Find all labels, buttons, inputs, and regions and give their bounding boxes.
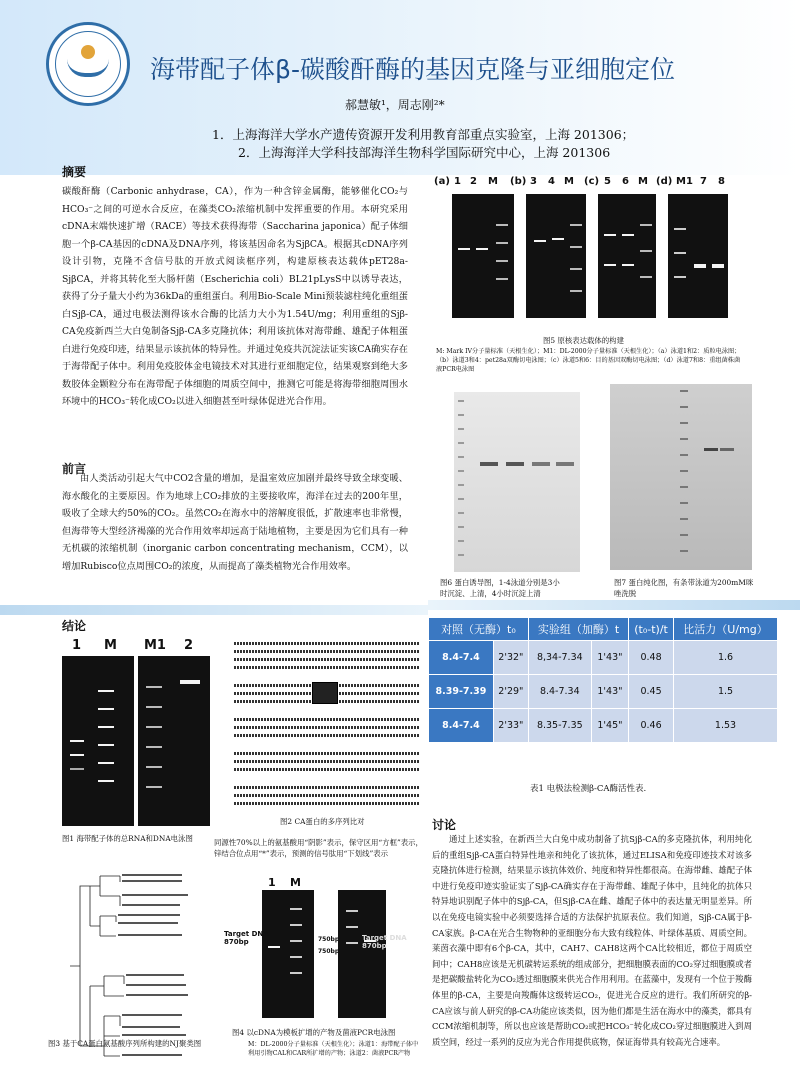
fig1-dna-gel (138, 656, 210, 826)
fig5-caption-body: M: Mark IV分子量标准（天根生化）；M1：DL-2000分子量标准（天根生化）；（a）泳道1和2：质粒电泳图；（b）泳道3和4：pet28a双酶切电泳图；（c）泳道5和6：目的基因双酶切电泳图；（d）泳道7和8：重组菌株菌液PCR电泳图 (436, 348, 741, 373)
fig4-target-right: Target DNA 870bp (362, 934, 407, 950)
table-cell: 8.35-7.35 (528, 709, 591, 743)
fig6-sds-gel (454, 392, 580, 572)
table-cell: 1.6 (674, 641, 778, 675)
fig5-lane-label: 2 (470, 176, 477, 187)
activity-table (428, 617, 778, 743)
table-header: (t₀-t)/t (629, 618, 674, 641)
fig6-caption: 图6 蛋白诱导图，1-4泳道分别是3小时沉淀、上清，4小时沉淀上清 (440, 578, 560, 598)
table-header: 比活力（U/mg） (674, 618, 778, 641)
fig4-marker-top: 750bp (318, 936, 340, 943)
fig5-caption-title: 图5 原核表达载体的构建 (543, 336, 624, 345)
fig5-lane-label: 1 (454, 176, 461, 187)
section-divider-left (0, 605, 428, 615)
fig4-lane-label: 1 (268, 876, 276, 889)
fig5-panel-d: (d) (656, 176, 673, 187)
table-cell: 0.48 (629, 641, 674, 675)
fig3-caption: 图3 基于CA蛋白氨基酸序列所构建的NJ聚类图 (48, 1039, 202, 1048)
fig5-lane-label: M (564, 176, 574, 187)
fig2-sequence-alignment (232, 636, 422, 814)
fig5-panel-b: (b) (510, 176, 527, 187)
table-cell: 8.4-7.4 (429, 641, 494, 675)
table-cell: 8.39-7.39 (429, 675, 494, 709)
fig5-lane-label: 3 (530, 176, 537, 187)
table-header: 实验组（加酶）t (528, 618, 628, 641)
table-cell: 1'43" (591, 641, 628, 675)
table-row (429, 641, 778, 675)
fig4-caption: 图4 以cDNA为模板扩增的产物及菌液PCR电泳图 (232, 1028, 396, 1037)
authors: 郝慧敏¹，周志刚²* (345, 98, 445, 112)
fig2-note: 同源性70%以上的氨基酸用“阴影”表示，保守区用“方框”表示，锌结合位点用“*”表示，预测的信号肽用“下划线”表示 (214, 838, 423, 858)
fig3-nj-tree (60, 866, 210, 1066)
fig7-purification-gel (610, 384, 752, 570)
intro-heading: 前言 (62, 462, 87, 476)
table-cell: 0.45 (629, 675, 674, 709)
table-row (429, 675, 778, 709)
fig1-lane-label: M (104, 638, 117, 653)
intro-text: 由人类活动引起大气中CO2含量的增加，是温室效应加剧并最终导致全球变暖、海水酸化的主要原因。作为地球上CO₂排放的主要接收库，海洋在过去的200年里，吸收了全球大约50%的CO₂。虽然CO₂在海水中的溶解度很低，扩散速率也非常慢，但海带等大型经济褐藻的光合作用效率却远高于陆地植物，主要是因为它们具有一种无机碳的浓缩机制（inorganic carbon concentrating mechanism，CCM），以增加Rubisco位点周围CO₂的浓度，从而提高了藻类植物光合作用效率。 (62, 473, 408, 572)
fig5-lane-label: 4 (548, 176, 555, 187)
fig5-lane-label: 5 (604, 176, 611, 187)
table-cell: 1.53 (674, 709, 778, 743)
poster-title: 海带配子体β-碳酸酐酶的基因克隆与亚细胞定位 (150, 55, 675, 84)
table-cell: 2'29" (493, 675, 528, 709)
fig1-rna-gel (62, 656, 134, 826)
table-header: 对照（无酶）t₀ (429, 618, 529, 641)
affiliation-1: 1．上海海洋大学水产遗传资源开发利用教育部重点实验室，上海 201306； (212, 127, 635, 142)
abstract-heading: 摘要 (62, 165, 87, 179)
discussion-text: 通过上述实验，在新西兰大白兔中成功制备了抗Sjβ-CA的多克隆抗体，利用纯化后的重组Sjβ-CA蛋白特异性地亲和纯化了该抗体，通过ELISA和免疫印迹技术对该多克隆抗体进行检测，结果显示该抗体效价、纯度和特异性都很高。在海带雌、雄配子体中进行免疫印迹实验证实了Sjβ-CA确实存在于海带雌、雄配子体中，且纯化的抗体只特异地识别配子体中的Sjβ-CA，但Sjβ-CA在雌、雄配子体中的表达量无明显差异。所以在免疫电镜实验中必须要选择合适的方法保护抗原表位。我们知道，Sjβ-CA属于β-CA家族。β-CA在光合生物物种的亚细胞分布大致有线粒体、叶绿体基质、周质空间。莱茵衣藻中即有6个β-CA，其中，CAH7、CAH8这两个CA比较相近，都位于周质空间中；CAH8应该是无机碳转运系统的组成部分，把细胞膜表面的CO₂穿过细胞膜或者是把碳酸盐转化为CO₂透过细胞膜来供光合作用利用。在蓝藻中，发现有一个位于羧酶体里的β-CA，主要是向羧酶体这级转运CO₂，促进光合反应的进行。我们所研究的β-CA应该与前人研究的β-CA功能应该类似，因为他们都是生活在海水中的藻类，都具有CCM浓缩机制等，所以也应该是帮助CO₂或把HCO₃⁻转化成CO₂穿过细胞膜进入到周质空间，经过一系列的反应为光合作用提供底物，保证海带具有较高光合速率。 (432, 834, 752, 1047)
table-cell: 8,34-7.34 (528, 641, 591, 675)
fig5-lane-label: M1 (676, 176, 693, 187)
discussion-heading: 讨论 (432, 818, 457, 832)
fig4-note: M：DL-2000分子量标准（天根生化）；泳道1：海带配子体中利用引物CAL和CAR所扩增的产物；泳道2：菌液PCR产物 (248, 1041, 419, 1057)
fig5-lane-label: 8 (718, 176, 725, 187)
table1-caption: 表1 电极法检测β-CA酶活性表. (530, 784, 647, 794)
fig5-gel-d (668, 194, 728, 318)
fig1-caption: 图1 海带配子体的总RNA和DNA电泳图 (62, 834, 193, 843)
abstract-text: 碳酸酐酶（Carbonic anhydrase，CA），作为一种含锌金属酶，能够催化CO₂与HCO₃⁻之间的可逆水合反应，在藻类CO₂浓缩机制中发挥重要的作用。本研究采用cDNA末端快速扩增（RACE）等技术获得海带（Saccharina japonica）配子体细胞一个β-CA基因的cDNA及DNA序列，将该基因命名为SjβCA。根据其cDNA序列设计引物，克隆不含信号肽的开放式阅读框序列，构建原核表达载体pET28a-SjβCA，并将其转化至大肠杆菌（Escherichia coli）BL21pLysS中以诱导表达，获得了分子量大小约为36kDa的重组蛋白。利用Bio-Scale Mini预装滤柱纯化重组蛋白Sjβ-CA，通过电极法测得该水合酶的比活力大小为1.54U/mg；利用重组的Sjβ-CA免疫新西兰大白兔制备Sjβ-CA多克隆抗体；利用该抗体对海带雌、雄配子体粗蛋白进行免疫印迹，结果显示该抗体的特异性。并通过免疫共沉淀法证实该CA确实存在于海带配子体中。利用免疫胶体金电镜技术对其进行亚细胞定位，结果观察到绝大多数胶体金颗粒分布在海带配子体细胞的周质空间中，推测它可能是将海带细胞周围水环境中的HCO₃⁻转化成CO₂以进入细胞甚至叶绿体促进光合作用。 (62, 186, 408, 407)
fig5-lane-label: 7 (700, 176, 707, 187)
fig5-gel-b (526, 194, 586, 318)
fig5-lane-label: M (638, 176, 648, 187)
fig4-lane-label: M (290, 876, 301, 889)
fig1-lane-label: 2 (184, 638, 194, 653)
fig1-lane-label: M1 (144, 638, 166, 653)
fig4-gel-right (338, 890, 386, 1018)
table-row (429, 709, 778, 743)
results-heading: 结论 (62, 619, 87, 633)
section-divider-right (428, 600, 800, 610)
fig5-gel-a (452, 194, 514, 318)
fig4-marker-bottom: 750bp (318, 948, 340, 955)
fig5-lane-labels (434, 176, 734, 196)
table-cell: 1'43" (591, 675, 628, 709)
fig7-caption: 图7 蛋白纯化图，有条带泳道为200mM咪唑洗脱 (614, 578, 754, 598)
fig1-lane-label: 1 (72, 638, 82, 653)
fig2-caption: 图2 CA蛋白的多序列比对 (280, 817, 365, 826)
table-cell: 1'45" (591, 709, 628, 743)
table-cell: 2'33" (493, 709, 528, 743)
fig5-panel-a: (a) (434, 176, 450, 187)
affiliation-2: 2．上海海洋大学科技部海洋生物科学国际研究中心，上海 201306 (238, 145, 611, 160)
fig4-target-left: Target DNA 870bp (224, 930, 269, 946)
fig4-gel-left (262, 890, 314, 1018)
table-cell: 8.4-7.4 (429, 709, 494, 743)
table-cell: 1.5 (674, 675, 778, 709)
fig5-lane-label: M (488, 176, 498, 187)
fig5-panel-c: (c) (584, 176, 600, 187)
university-logo (46, 22, 130, 106)
fig5-lane-label: 6 (622, 176, 629, 187)
table-cell: 8.4-7.34 (528, 675, 591, 709)
fig5-gel-c (598, 194, 656, 318)
table-cell: 2'32" (493, 641, 528, 675)
table-cell: 0.46 (629, 709, 674, 743)
